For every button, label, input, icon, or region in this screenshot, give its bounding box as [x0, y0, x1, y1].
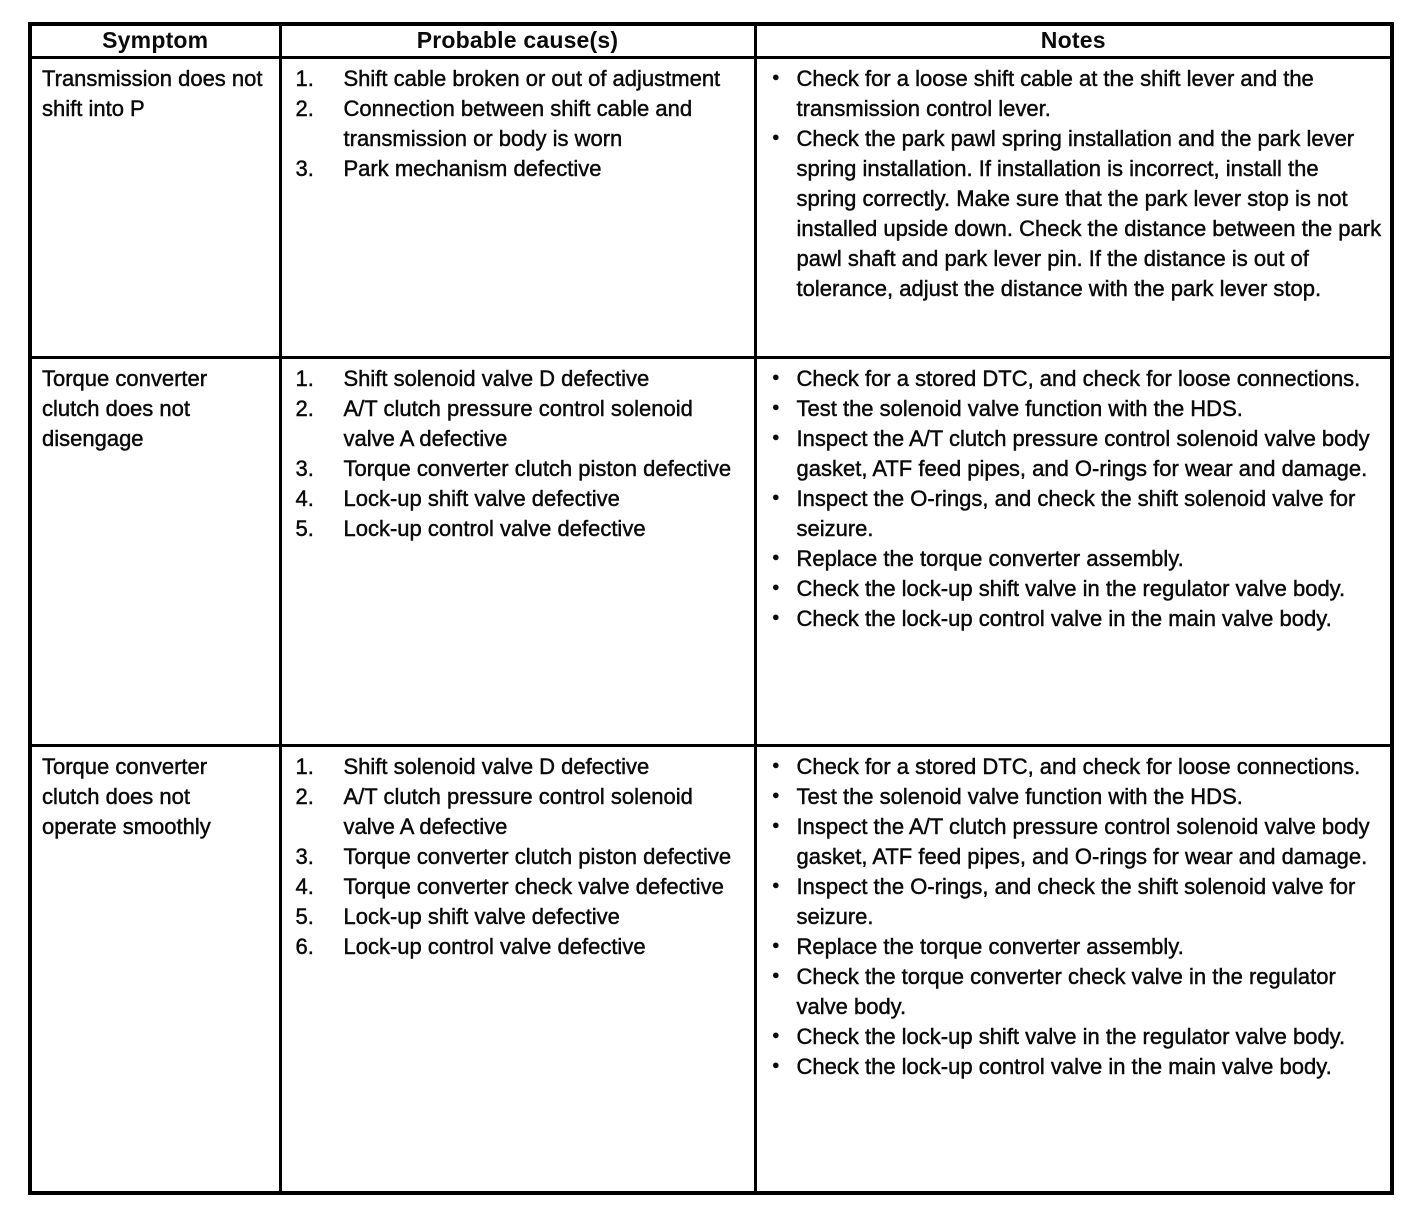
- symptom-text: Torque converter clutch does not disengage: [42, 365, 208, 451]
- cause-number: 6.: [295, 933, 314, 959]
- bullet-icon: •: [772, 1055, 780, 1077]
- cause-number: 3.: [295, 155, 314, 181]
- bullet-icon: •: [772, 755, 780, 777]
- cause-number: 5.: [295, 903, 314, 929]
- cause-text: Shift solenoid valve D defective: [343, 365, 650, 391]
- cause-item: [296, 842, 748, 872]
- note-text: Check the park pawl spring installation and the park lever spring installation. If installation is incorrect, install the spring correctly. Make sure that the park lever stop is not installed upside down. Check the distance between the park pawl shaft and park lever pin. If the distance is out of tolerance, adjust the distance with the park lever stop.: [796, 125, 1382, 301]
- bullet-icon: •: [772, 67, 780, 89]
- note-text: Check the lock-up control valve in the main valve body.: [796, 1053, 1332, 1079]
- cause-text: Shift solenoid valve D defective: [343, 753, 650, 779]
- cause-text: Lock-up shift valve defective: [343, 485, 620, 511]
- causes-cell: [280, 357, 755, 745]
- header-notes: Notes: [755, 24, 1392, 57]
- notes-list: [773, 752, 1383, 1082]
- notes-cell: [755, 57, 1392, 357]
- cause-number: 5.: [295, 515, 314, 541]
- note-text: Check the torque converter check valve in the regulator valve body.: [796, 963, 1336, 1019]
- cause-text: A/T clutch pressure control solenoid valve A defective: [343, 395, 693, 451]
- cause-item: [296, 484, 748, 514]
- cause-item: [296, 94, 748, 154]
- note-item: [773, 752, 1383, 782]
- note-text: Inspect the A/T clutch pressure control solenoid valve body gasket, ATF feed pipes, and O-rings for wear and damage.: [796, 425, 1370, 481]
- bullet-icon: •: [772, 487, 780, 509]
- bullet-icon: •: [772, 875, 780, 897]
- notes-cell: [755, 745, 1392, 1193]
- cause-item: [296, 364, 748, 394]
- cause-text: Lock-up control valve defective: [343, 515, 646, 541]
- bullet-icon: •: [772, 785, 780, 807]
- symptom-cell: [30, 57, 280, 357]
- cause-text: Lock-up control valve defective: [343, 933, 646, 959]
- note-text: Check the lock-up shift valve in the regulator valve body.: [796, 575, 1346, 601]
- table-row: [30, 57, 1392, 357]
- causes-cell: [280, 745, 755, 1193]
- cause-text: Torque converter clutch piston defective: [343, 843, 732, 869]
- notes-cell: [755, 357, 1392, 745]
- cause-number: 4.: [295, 485, 314, 511]
- cause-item: [296, 752, 748, 782]
- cause-number: 1.: [295, 65, 314, 91]
- note-text: Replace the torque converter assembly.: [796, 933, 1184, 959]
- table-body: [30, 57, 1392, 1193]
- cause-item: [296, 394, 748, 454]
- symptom-text: Transmission does not shift into P: [42, 65, 263, 121]
- header-symptom: Symptom: [30, 24, 280, 57]
- bullet-icon: •: [772, 965, 780, 987]
- notes-list: [773, 364, 1383, 634]
- header-probable-causes: Probable cause(s): [280, 24, 755, 57]
- note-item: [773, 364, 1383, 394]
- cause-item: [296, 454, 748, 484]
- cause-item: [296, 782, 748, 842]
- cause-text: A/T clutch pressure control solenoid valve A defective: [343, 783, 693, 839]
- note-text: Check for a stored DTC, and check for loose connections.: [796, 753, 1361, 779]
- cause-number: 3.: [295, 455, 314, 481]
- note-item: [773, 812, 1383, 872]
- bullet-icon: •: [772, 577, 780, 599]
- bullet-icon: •: [772, 397, 780, 419]
- cause-item: [296, 514, 748, 544]
- bullet-icon: •: [772, 127, 780, 149]
- cause-item: [296, 154, 748, 184]
- note-text: Test the solenoid valve function with the HDS.: [796, 783, 1243, 809]
- note-text: Inspect the A/T clutch pressure control solenoid valve body gasket, ATF feed pipes, and O-rings for wear and damage.: [796, 813, 1370, 869]
- bullet-icon: •: [772, 815, 780, 837]
- cause-number: 4.: [295, 873, 314, 899]
- cause-number: 3.: [295, 843, 314, 869]
- note-item: [773, 604, 1383, 634]
- bullet-icon: •: [772, 427, 780, 449]
- cause-number: 1.: [295, 753, 314, 779]
- cause-number: 2.: [295, 95, 314, 121]
- bullet-icon: •: [772, 607, 780, 629]
- cause-text: Park mechanism defective: [343, 155, 602, 181]
- troubleshooting-table: [28, 22, 1394, 1195]
- cause-number: 2.: [295, 395, 314, 421]
- note-item: [773, 574, 1383, 604]
- note-text: Test the solenoid valve function with the HDS.: [796, 395, 1243, 421]
- note-text: Check for a loose shift cable at the shift lever and the transmission control lever.: [796, 65, 1314, 121]
- note-item: [773, 484, 1383, 544]
- note-item: [773, 124, 1383, 304]
- cause-item: [296, 932, 748, 962]
- note-item: [773, 782, 1383, 812]
- note-item: [773, 424, 1383, 484]
- cause-text: Connection between shift cable and transmission or body is worn: [343, 95, 693, 151]
- bullet-icon: •: [772, 1025, 780, 1047]
- note-item: [773, 932, 1383, 962]
- note-item: [773, 544, 1383, 574]
- note-item: [773, 64, 1383, 124]
- cause-item: [296, 872, 748, 902]
- note-text: Inspect the O-rings, and check the shift solenoid valve for seizure.: [796, 873, 1356, 929]
- cause-text: Torque converter check valve defective: [343, 873, 724, 899]
- note-item: [773, 394, 1383, 424]
- cause-text: Torque converter clutch piston defective: [343, 455, 732, 481]
- note-text: Replace the torque converter assembly.: [796, 545, 1184, 571]
- note-text: Check the lock-up control valve in the main valve body.: [796, 605, 1332, 631]
- cause-number: 1.: [295, 365, 314, 391]
- note-text: Check for a stored DTC, and check for loose connections.: [796, 365, 1361, 391]
- symptom-text: Torque converter clutch does not operate smoothly: [42, 753, 211, 839]
- note-item: [773, 962, 1383, 1022]
- cause-number: 2.: [295, 783, 314, 809]
- note-item: [773, 872, 1383, 932]
- bullet-icon: •: [772, 547, 780, 569]
- note-item: [773, 1022, 1383, 1052]
- table-header: [30, 24, 1392, 57]
- cause-text: Shift cable broken or out of adjustment: [343, 65, 721, 91]
- causes-list: [296, 64, 748, 184]
- note-item: [773, 1052, 1383, 1082]
- bullet-icon: •: [772, 367, 780, 389]
- causes-cell: [280, 57, 755, 357]
- table-row: [30, 745, 1392, 1193]
- note-text: Inspect the O-rings, and check the shift solenoid valve for seizure.: [796, 485, 1356, 541]
- table-row: [30, 357, 1392, 745]
- note-text: Check the lock-up shift valve in the regulator valve body.: [796, 1023, 1346, 1049]
- causes-list: [296, 752, 748, 962]
- cause-text: Lock-up shift valve defective: [343, 903, 620, 929]
- bullet-icon: •: [772, 935, 780, 957]
- cause-item: [296, 64, 748, 94]
- notes-list: [773, 64, 1383, 304]
- symptom-cell: [30, 357, 280, 745]
- cause-item: [296, 902, 748, 932]
- causes-list: [296, 364, 748, 544]
- symptom-cell: [30, 745, 280, 1193]
- header-row: [30, 24, 1392, 57]
